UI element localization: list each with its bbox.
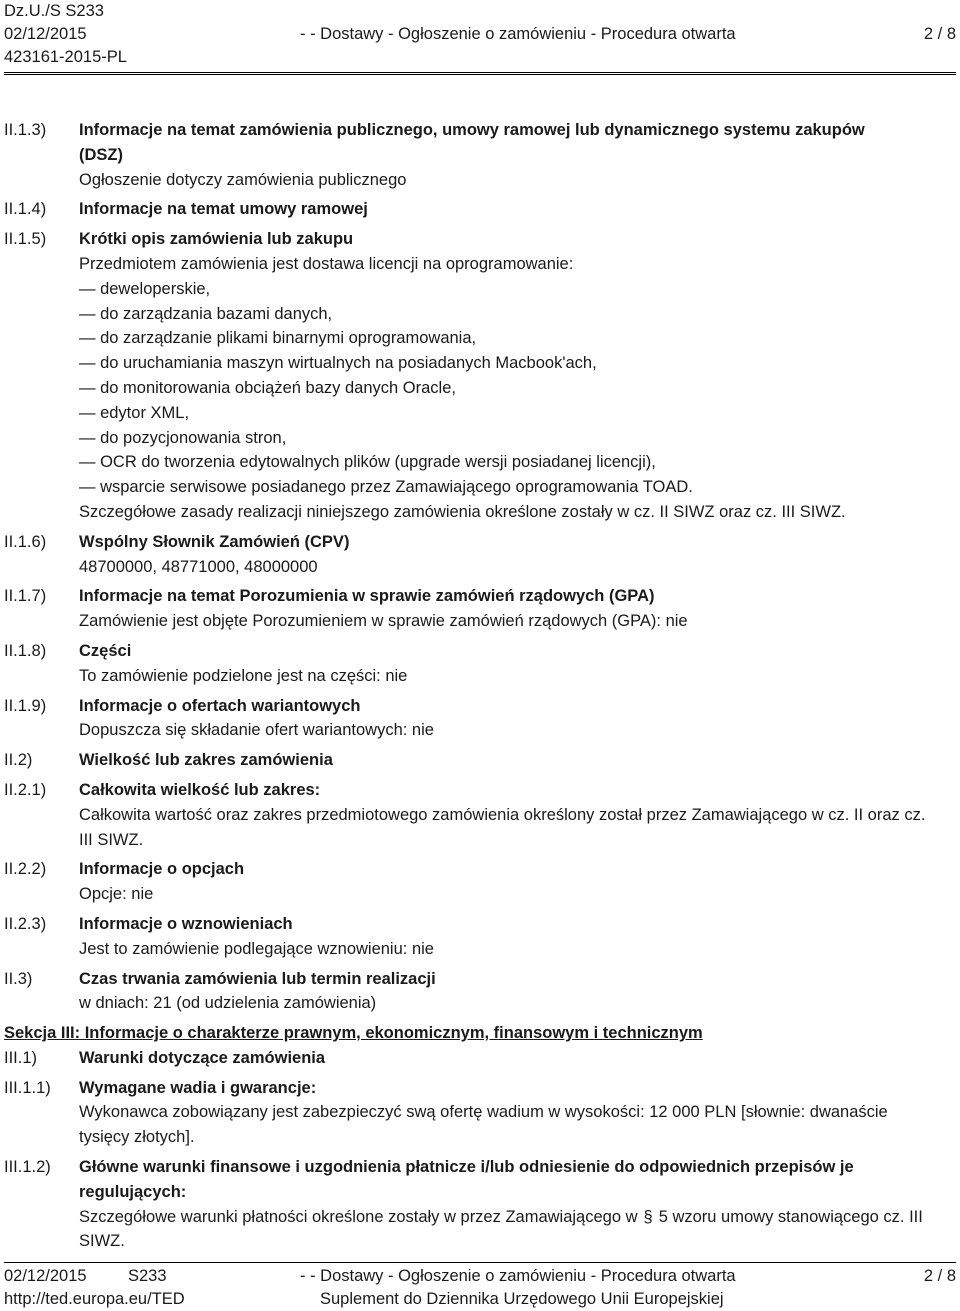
section-number: III.1.1): [4, 1078, 51, 1097]
footer-title: - - Dostawy - Ogłoszenie o zamówieniu - Procedura otwarta: [300, 1267, 736, 1285]
section-number: II.1.5): [4, 230, 47, 249]
section-II-2-2: [0, 857, 960, 907]
payment-terms-text: [79, 1205, 960, 1255]
section-heading: Informacje o wznowieniach: [79, 914, 293, 933]
section-II-1-7: [0, 584, 960, 634]
section-heading: Wymagane wadia i gwarancje:: [79, 1078, 317, 1097]
section-number: II.2.3): [4, 914, 47, 933]
section-text: — do uruchamiania maszyn wirtualnych na posiadanych Macbook'ach,: [79, 354, 597, 373]
header-title: - - Dostawy - Ogłoszenie o zamówieniu - Procedura otwarta: [300, 25, 736, 43]
section-heading: Całkowita wielkość lub zakres:: [79, 780, 321, 799]
section-text: Jest to zamówienie podlegające wznowieniu: nie: [79, 939, 434, 958]
section-II-1-3: [0, 118, 960, 192]
section-text: Całkowita wartość oraz zakres przedmiotowego zamówienia określony został przez Zamawiającego w cz. II oraz cz. III SIWZ.: [79, 805, 926, 849]
section-II-1-9: [0, 694, 960, 744]
section-number: II.2.2): [4, 860, 47, 879]
section-heading: Wielkość lub zakres zamówienia: [79, 751, 333, 770]
section-heading: Główne warunki finansowe i uzgodnienia płatnicze i/lub odniesienie do odpowiednich przepisów je regulujących:: [79, 1158, 854, 1201]
section-text: w dniach: 21 (od udzielenia zamówienia): [79, 994, 377, 1013]
section-text: — wsparcie serwisowe posiadanego przez Zamawiającego oprogramowania TOAD.: [79, 478, 693, 497]
section-number: II.3): [4, 969, 33, 988]
section-III-1-1: [0, 1076, 960, 1150]
section-number: II.1.3): [4, 121, 47, 139]
header-rule: [4, 72, 956, 73]
section-II-3: [0, 967, 960, 1017]
notice-id: 423161-2015-PL: [4, 48, 127, 66]
section-number: III.1): [4, 1048, 38, 1067]
section-number: II.1.4): [4, 200, 47, 219]
header-date: 02/12/2015: [4, 25, 87, 43]
section-text: Szczegółowe zasady realizacji niniejszego zamówienia określone zostały w cz. II SIWZ oraz cz. III SIWZ.: [79, 502, 846, 521]
header-page-number: 2 / 8: [923, 25, 956, 43]
section-number: II.2): [4, 751, 33, 770]
section-heading: Informacje na temat zamówienia publicznego, umowy ramowej lub dynamicznego systemu zakupów: [79, 121, 865, 139]
section-heading: Czas trwania zamówienia lub termin realizacji: [79, 969, 436, 988]
section-III-1-2: [0, 1155, 960, 1254]
section-text: 48700000, 48771000, 48000000: [79, 557, 318, 576]
section-II-2-3: [0, 912, 960, 962]
page-header: [4, 0, 956, 69]
section-text: — do zarządzanie plikami binarnymi oprogramowania,: [79, 329, 477, 348]
section-number: II.2.1): [4, 780, 47, 799]
section-II-1-6: [0, 530, 960, 580]
footer-rule: [4, 1262, 956, 1263]
section-heading: Informacje na temat Porozumienia w sprawie zamówień rządowych (GPA): [79, 587, 655, 606]
footer-code: S233: [128, 1267, 167, 1285]
section-text: — do zarządzania bazami danych,: [79, 304, 333, 323]
header-rule-double: [4, 74, 956, 75]
section-text: — deweloperskie,: [79, 279, 211, 298]
section-number: II.1.7): [4, 587, 47, 606]
section-III-1: [0, 1046, 960, 1071]
footer-date: 02/12/2015: [4, 1267, 87, 1285]
section-text: — do pozycjonowania stron,: [79, 428, 287, 447]
section-heading: (DSZ): [79, 145, 123, 164]
section-number: II.1.9): [4, 696, 47, 715]
section-text: To zamówienie podzielone jest na części: nie: [79, 666, 408, 685]
section-II-2: [0, 748, 960, 773]
section-heading: Informacje o opcjach: [79, 860, 245, 879]
journal-ref: Dz.U./S S233: [4, 2, 104, 20]
section-heading: Wspólny Słownik Zamówień (CPV): [79, 532, 350, 551]
section-text: Wykonawca zobowiązany jest zabezpieczyć swą ofertę wadium w wysokości: 12 000 PLN [słownie: dwanaście tysięcy złotych].: [79, 1103, 888, 1147]
section-text: Dopuszcza się składanie ofert wariantowych: nie: [79, 721, 434, 740]
section-text: Ogłoszenie dotyczy zamówienia publicznego: [79, 170, 407, 189]
section-text: — edytor XML,: [79, 403, 190, 422]
section-sign: §: [643, 1207, 653, 1226]
footer-page-number: 2 / 8: [923, 1267, 956, 1285]
section-text: — do monitorowania obciążeń bazy danych Oracle,: [79, 378, 456, 397]
section-heading: Części: [79, 641, 132, 660]
section-text: Przedmiotem zamówienia jest dostawa licencji na oprogramowanie:: [79, 254, 574, 273]
section-II-2-1: [0, 778, 960, 852]
payment-text-end: 5 wzoru umowy stanowiącego cz. III SIWZ.: [79, 1207, 923, 1251]
footer-url-link[interactable]: http://ted.europa.eu/TED: [4, 1290, 185, 1308]
section-gap: [0, 1254, 960, 1259]
notice-content: [0, 118, 960, 1259]
section-II-1-8: [0, 639, 960, 689]
section-heading: Informacje o ofertach wariantowych: [79, 696, 361, 715]
section-heading: Warunki dotyczące zamówienia: [79, 1048, 326, 1067]
section-number: II.1.8): [4, 641, 47, 660]
section-II-1-5: [0, 227, 960, 525]
section-II-1-4: [0, 197, 960, 222]
section-text: Opcje: nie: [79, 885, 154, 904]
section-text: Zamówienie jest objęte Porozumieniem w sprawie zamówień rządowych (GPA): nie: [79, 612, 688, 631]
section-iii-heading: Sekcja III: Informacje o charakterze prawnym, ekonomicznym, finansowym i technicznym: [4, 1024, 703, 1043]
section-number: II.1.6): [4, 532, 47, 551]
section-number: III.1.2): [4, 1158, 51, 1177]
footer-supplement: Suplement do Dziennika Urzędowego Unii Europejskiej: [320, 1290, 724, 1308]
payment-text-start: Szczegółowe warunki płatności określone zostały w przez Zamawiającego w: [79, 1207, 638, 1226]
section-heading: Informacje na temat umowy ramowej: [79, 200, 368, 219]
page-footer: [4, 1265, 956, 1311]
section-text: — OCR do tworzenia edytowalnych plików (upgrade wersji posiadanej licencji),: [79, 453, 656, 472]
section-heading: Krótki opis zamówienia lub zakupu: [79, 230, 354, 249]
